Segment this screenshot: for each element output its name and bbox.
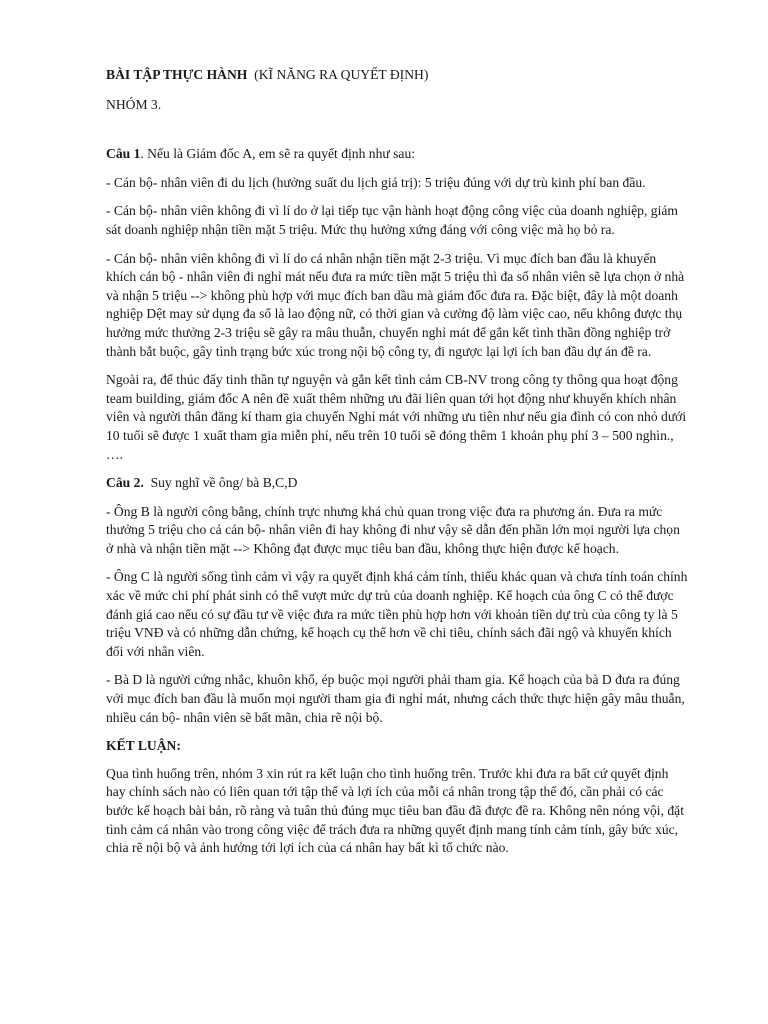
conclusion-text: Qua tình huống trên, nhóm 3 xin rút ra kết luận cho tình huống trên. Trước khi đưa ra bất cứ quyết định hay chính sách nào có liên quan tới tập thể và lợi ích của mỗi cá nhân trong tập thể đó, cần phải có các bước kế hoạch bài bản, rõ ràng và tuân thủ đúng mục tiêu ban đầu đã được đề ra. Không nên nóng vội, đặt tình cảm cá nhân vào trong công việc để trách đưa ra những quyết định mang tính cảm tính, gây bức xúc, chia rẽ nội bộ và ảnh hưởng tới lợi ích của cá nhân hay bất kì tổ chức nào. — [106, 765, 684, 856]
question-2-label: Câu 2. — [106, 475, 144, 491]
question-1-heading — [106, 145, 688, 164]
question-2-paragraph: - Ông C là người sống tình cảm vì vậy ra quyết định khá cảm tính, thiếu khác quan và chưa tính toán chính xác về mức chi phí phát sinh có thể vượt mức dự trù của doanh nghiệp. Kế hoạch của ông C có thể được đánh giá cao nếu có sự đầu tư về việc đưa ra mức tiền phù hợp hơn với khoản tiền dự trù của công ty là 5 triệu VNĐ và có những dẫn chứng, kế hoạch cụ thể hơn về chi tiêu, chính sách đãi ngộ và khuyến khích đối với nhân viên. — [106, 569, 688, 659]
subtitle-text: (KĨ NĂNG RA QUYẾT ĐỊNH) — [254, 67, 429, 82]
question-2-intro: Suy nghĩ về ông/ bà B,C,D — [143, 475, 298, 491]
question-2-paragraph: - Ông B là người công bằng, chính trực nhưng khá chủ quan trong việc đưa ra phương án. Đưa ra mức thưởng 5 triệu cho cả cán bộ- nhân viên đi hay không đi như vậy sẽ dẫn đến phần lớn mọi người lựa chọn ở nhà và nhận tiền mặt --> Không đạt được mục tiêu ban đầu, không thực hiện được kế hoạch. — [106, 503, 680, 556]
question-1-paragraph: Ngoài ra, để thúc đẩy tinh thần tự nguyện và gắn kết tình cảm CB-NV trong công ty thông qua hoạt động team building, giám đốc A nên đề xuất thêm những ưu đãi liên quan tới họt động như khuyến khích nhân viên và người thân đăng kí tham gia chuyến Nghỉ mát với những ưu tiên như nếu gia đình có con nhỏ dưới 10 tuổi sẽ được 1 xuất tham gia miễn phí, nếu trên 10 tuổi sẽ đóng thêm 1 khoản phụ phí 3 – 500 nghìn., …. — [106, 372, 687, 462]
title-text: BÀI TẬP THỰC HÀNH — [106, 67, 248, 82]
question-1-paragraph: - Cán bộ- nhân viên không đi vì lí do cá nhân nhận tiền mặt 2-3 triệu. Vì mục đích ban đầu là khuyến khích cán bộ - nhân viên đi nghỉ mát nếu đưa ra mức tiền mặt 5 triệu thì đa số nhân viên sẽ lựa chọn ở nhà và nhận 5 triệu --> không phù hợp với mục đích ban dầu mà giám đốc đưa ra. Đặc biệt, đây là một doanh nghiệp Dệt may sử dụng đa số là lao động nữ, có thời gian và cường độ làm việc cao, nếu không được thụ hưởng mức thưởng 2-3 triệu sẽ gây ra mâu thuẫn, chuyến nghỉ mát để gắn kết tình thần đồng nghiệp trở thành bắt buộc, gây tình trạng bức xúc trong nội bộ công ty, đi ngược lại lợi ích ban đầu dự án đề ra. — [106, 250, 685, 359]
question-2-heading — [106, 474, 688, 493]
question-1-label: Câu 1 — [106, 146, 141, 162]
document-title — [106, 66, 688, 85]
question-2-paragraph: - Bà D là người cứng nhắc, khuôn khổ, ép buộc mọi người phải tham gia. Kế hoạch của bà D đưa ra đúng với mục đích ban đầu là muốn mọi người tham gia đi nghỉ mát, nhưng cách thức thực hiện gây mâu thuẫn, nhiều cán bộ- nhân viên sẽ bất mãn, chia rẽ nội bộ. — [106, 672, 685, 725]
question-1-paragraph: - Cán bộ- nhân viên không đi vì lí do ở lại tiếp tục vận hành hoạt động công việc của doanh nghiệp, giám sát doanh nghiệp nhận tiền mặt 5 triệu. Mức thụ hưởng xứng đáng với công việc mà họ bỏ ra. — [106, 203, 678, 237]
question-1-paragraph: - Cán bộ- nhân viên đi du lịch (hưởng suất du lịch giá trị): 5 triệu đúng với dự trù kinh phí ban đầu. — [106, 174, 646, 190]
document-page — [106, 66, 688, 868]
group-label: NHÓM 3. — [106, 96, 162, 112]
conclusion-heading: KẾT LUẬN: — [106, 738, 181, 754]
question-1-intro: . Nếu là Giám đốc A, em sẽ ra quyết định như sau: — [140, 146, 416, 162]
